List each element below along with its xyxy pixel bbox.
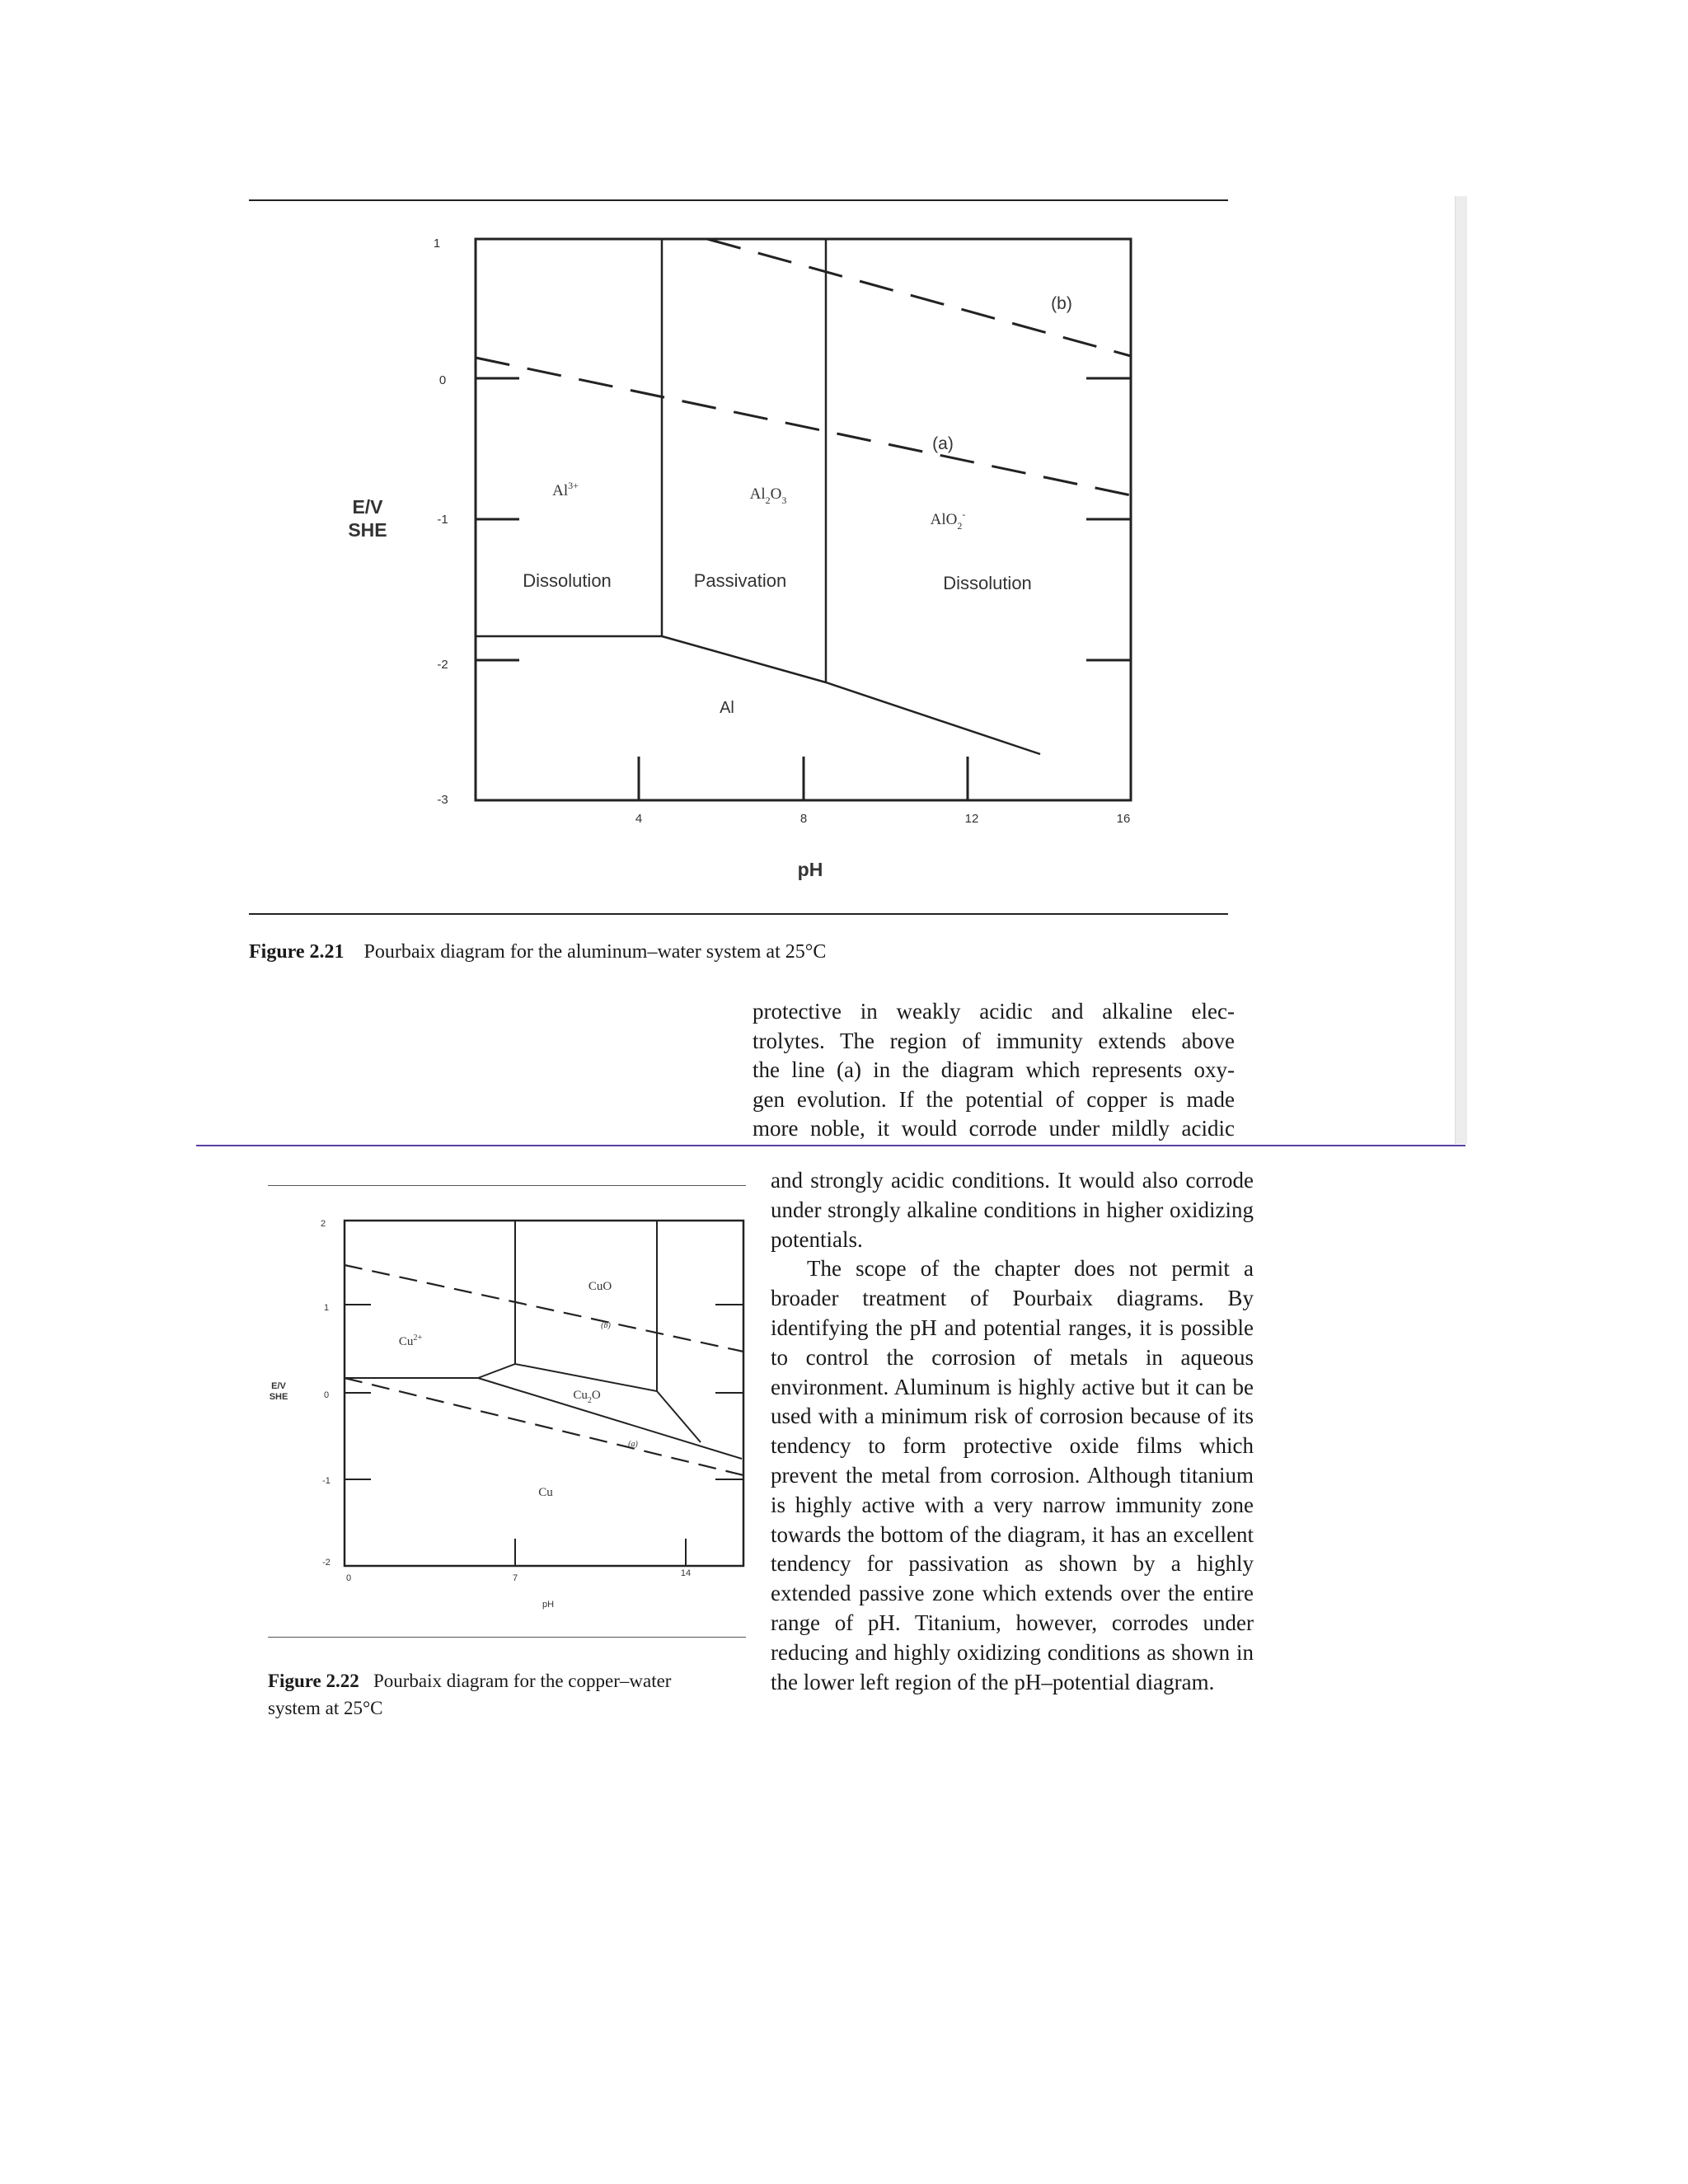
text-column-top <box>753 997 1235 1144</box>
viewer-scrollbar[interactable] <box>1455 196 1467 1144</box>
text-top-line-3: the line (a) in the diagram which represents oxy- <box>753 1057 1235 1082</box>
fig222-line-a-label: (a) <box>628 1440 638 1449</box>
fig221-caption-text: Pourbaix diagram for the aluminum–water system at 25°C <box>363 941 827 963</box>
fig221-y-axis-label-ev: E/V <box>352 496 383 518</box>
fig221-bottom-tick-marks <box>639 757 968 800</box>
fig222-caption-label: Figure 2.22 <box>268 1671 359 1691</box>
fig221-y-tick-0: 0 <box>438 373 447 387</box>
fig222-x-tick-0: 0 <box>345 1573 352 1583</box>
fig222-caption-line1: Pourbaix diagram for the copper–water <box>373 1671 672 1691</box>
fig221-y-tick-m1: -1 <box>437 513 448 527</box>
fig221-x-axis-label: pH <box>797 859 823 880</box>
fig221-left-tick-marks <box>476 378 519 660</box>
fig222-line-a <box>345 1378 743 1475</box>
fig221-x-tick-8: 8 <box>799 812 808 826</box>
fig221-caption <box>249 939 1238 966</box>
fig221-alo2-dissolution: Dissolution <box>943 573 1032 593</box>
text-column-bottom <box>771 1166 1254 1697</box>
fig221-passivation: Passivation <box>693 570 787 591</box>
fig221-al2o3-label: $Al_2O_3$ <box>749 485 787 506</box>
fig222-caption-line2: system at 25°C <box>268 1698 383 1718</box>
text-top-line-4: gen evolution. If the potential of copper is made <box>753 1086 1235 1112</box>
fig222-line-b-label: (b) <box>601 1321 611 1330</box>
fig221-line-a-label: (a) <box>932 434 954 453</box>
fig221-line-a <box>476 358 1131 495</box>
fig221-right-tick-marks <box>1086 378 1131 660</box>
fig221-al3-label: $Al^{3+}$ <box>552 480 579 499</box>
fig222-x-tick-14: 14 <box>680 1568 692 1578</box>
fig222-y-tick-m1: -1 <box>322 1476 331 1486</box>
fig221-x-tick-12: 12 <box>964 812 979 826</box>
text-bottom-para-1: and strongly acidic conditions. It would also corrode under strongly alkaline conditions in higher oxidizing potentials. <box>771 1168 1254 1252</box>
fig221-plot-frame <box>476 239 1131 800</box>
fig222-x-tick-7: 7 <box>512 1573 518 1583</box>
fig221-y-tick-m2: -2 <box>437 658 448 672</box>
fig221-bottom-rule <box>249 913 1228 915</box>
fig221-alo2-label: AlO$_2$- <box>930 509 966 532</box>
fig221-y-tick-m3: -3 <box>437 793 448 807</box>
fig222-right-tick-marks <box>715 1305 743 1479</box>
text-top-line-2: trolytes. The region of immunity extends above <box>753 1028 1235 1053</box>
text-bottom-para-2: The scope of the chapter does not permit a broader treatment of Pourbaix diagrams. By identifying the pH and potential ranges, it is possible to control the corrosion of metals in aqueous environment. Aluminum is highly active but it can be used with a minimum risk of corrosion because of its tendency to form protective oxide films which prevent the metal from corrosion. Although titanium is highly active with a very narrow immunity zone towards the bottom of the diagram, it has an excellent tendency for passivation as shown by a highly extended passive zone which extends over the entire range of pH. Titanium, however, corrodes under reducing and highly oxidizing conditions as shown in the lower left region of the pH–potential diagram. <box>771 1256 1254 1694</box>
fig222-y-tick-0: 0 <box>323 1390 330 1400</box>
fig222-bottom-tick-marks <box>515 1539 686 1566</box>
fig222-y-axis-label-ev: E/V <box>271 1381 286 1391</box>
fig221-diagram <box>0 0 1688 948</box>
text-top-line-5: more noble, it would corrode under mildly acidic <box>753 1116 1235 1141</box>
fig222-x-axis-label: pH <box>542 1600 555 1610</box>
fig221-y-axis-label-she: SHE <box>348 519 387 541</box>
fig221-x-tick-16: 16 <box>1116 812 1131 826</box>
fig222-y-axis-label-she: SHE <box>269 1392 288 1402</box>
fig222-cu2o-label: $Cu_2O$ <box>573 1389 601 1405</box>
fig221-al3-dissolution: Dissolution <box>523 570 612 591</box>
fig221-y-tick-1: 1 <box>433 237 441 251</box>
fig222-bottom-rule <box>268 1637 746 1638</box>
fig222-y-tick-m2: -2 <box>322 1558 331 1568</box>
fig222-y-tick-2: 2 <box>320 1219 326 1229</box>
fig221-line-b-label: (b) <box>1051 294 1072 313</box>
fig222-cuo-label: CuO <box>588 1280 612 1293</box>
fig221-x-tick-4: 4 <box>635 812 643 826</box>
text-top-line-1: protective in weakly acidic and alkaline elec- <box>753 999 1235 1024</box>
fig222-left-tick-marks <box>345 1305 371 1479</box>
fig222-y-tick-1: 1 <box>323 1303 330 1313</box>
fig222-cu-metal-label: Cu <box>538 1486 553 1499</box>
fig221-al-metal-label: Al <box>720 699 734 717</box>
fig222-cu2-label: $Cu^{2+}$ <box>398 1333 423 1348</box>
fig221-caption-label: Figure 2.21 <box>249 941 345 963</box>
fig222-caption <box>268 1667 754 1722</box>
